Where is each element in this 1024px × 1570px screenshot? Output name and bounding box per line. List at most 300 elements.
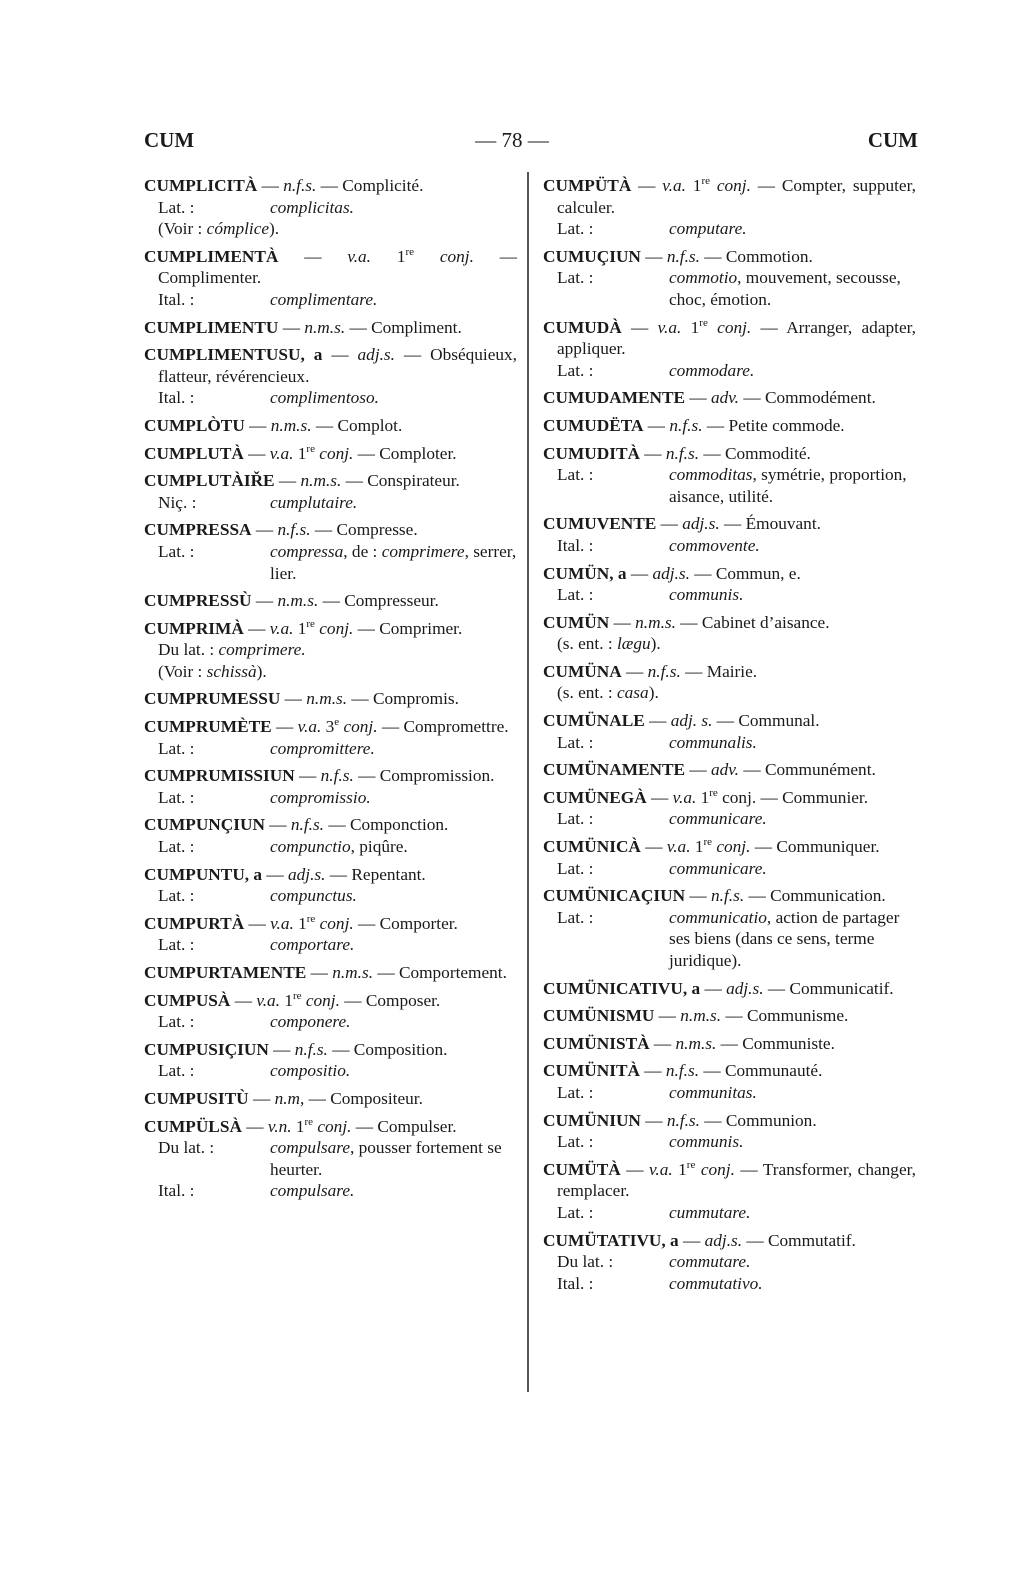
italic-text: commovente. <box>669 535 760 555</box>
text: — Communion. <box>699 1110 817 1130</box>
text: — <box>626 563 653 583</box>
italic-text: n.m.s. <box>300 471 342 491</box>
italic-text: v.a. <box>662 176 686 195</box>
text: — <box>631 176 663 195</box>
italic-text: conj. <box>319 443 354 463</box>
etymology-text <box>270 1060 517 1082</box>
headword: CUMPUNTU, a <box>144 864 263 884</box>
etymology-label: Ital. : <box>158 289 195 309</box>
etymology-text <box>270 934 517 956</box>
headword: CUMÜNALE <box>543 711 645 731</box>
etymology-line <box>144 1137 517 1180</box>
italic-text: v.a. <box>270 913 294 933</box>
headword: CUMUDËTA <box>543 415 644 435</box>
entry-definition <box>144 716 517 738</box>
italic-text: adj. s. <box>670 711 713 731</box>
text: , de : <box>343 541 382 561</box>
text: — <box>257 176 284 195</box>
dictionary-entry <box>543 978 916 1000</box>
text: — Compliment. <box>345 317 462 337</box>
page-number: — 78 — <box>475 128 549 152</box>
dictionary-entry <box>144 913 517 956</box>
text: — Compter, supputer, calculer. <box>557 176 916 217</box>
text <box>708 318 717 337</box>
italic-text: adj.s. <box>357 345 395 365</box>
italic-text: casa <box>617 683 649 703</box>
etymology-label: Lat. : <box>557 585 594 605</box>
entry-definition <box>144 864 517 886</box>
headword: CUMPURTAMENTE <box>144 963 307 982</box>
etymology-line <box>543 535 916 557</box>
etymology-line <box>543 360 916 382</box>
text: — <box>685 760 712 780</box>
entry-definition <box>144 317 517 339</box>
dictionary-entry <box>144 864 517 907</box>
dictionary-entry <box>144 443 517 465</box>
headword: CUMÜNITÀ <box>543 1061 640 1081</box>
text: — <box>294 766 321 786</box>
etymology-text <box>270 836 517 858</box>
headword: CUMPLICITÀ <box>144 176 258 195</box>
etymology-label: Lat. : <box>557 858 594 878</box>
headword: CUMPLIMENTÀ <box>144 246 279 266</box>
italic-text: n.m.s. <box>270 415 312 435</box>
entry-definition <box>144 519 517 541</box>
etymology-text <box>270 197 517 219</box>
italic-text: adj.s. <box>652 563 690 583</box>
text: — Comporter. <box>353 913 458 933</box>
text: — <box>268 1039 295 1059</box>
entry-definition <box>543 246 916 268</box>
etymology-line <box>144 289 517 311</box>
italic-text: conj. <box>716 837 751 857</box>
text: — <box>244 913 271 933</box>
dictionary-entry <box>144 990 517 1033</box>
text: — Communication. <box>744 886 886 906</box>
italic-text: communis. <box>669 1132 744 1152</box>
text <box>414 247 440 266</box>
etymology-label: Lat. : <box>557 268 594 288</box>
dictionary-entry <box>144 175 517 240</box>
etymology-text <box>669 808 916 830</box>
headword: CUMPLÒTU <box>144 415 245 435</box>
dictionary-entry <box>543 317 916 382</box>
etymology-line <box>144 836 517 858</box>
etymology-line <box>144 738 517 760</box>
etymology-label: Lat. : <box>557 1082 594 1102</box>
text: 1 <box>672 1159 687 1179</box>
column-divider <box>527 172 529 1392</box>
italic-text: adv. <box>711 760 740 780</box>
italic-text: compromittere. <box>270 738 375 758</box>
text: — <box>230 990 257 1010</box>
text: — Comploter. <box>353 443 457 463</box>
italic-text: schissà <box>206 661 257 681</box>
italic-text: conj. <box>343 717 378 737</box>
text: — Commodité. <box>699 443 811 463</box>
italic-text: compulsare <box>270 1138 350 1158</box>
text: — Petite commode. <box>702 415 845 435</box>
entry-definition <box>144 415 517 437</box>
entry-definition <box>543 563 916 585</box>
etymology-text <box>270 1137 517 1180</box>
entry-note <box>543 633 916 655</box>
text: — <box>251 591 278 611</box>
etymology-label: Lat. : <box>158 837 195 857</box>
etymology-line <box>144 885 517 907</box>
text: — Complimenter. <box>158 246 518 288</box>
text: — <box>685 388 712 408</box>
italic-text: communicare. <box>669 809 767 829</box>
entry-definition <box>543 387 916 409</box>
entry-definition <box>144 1116 517 1138</box>
italic-text: v.n. <box>267 1116 292 1136</box>
dictionary-entry <box>543 1159 916 1224</box>
dictionary-entry <box>543 759 916 781</box>
text: 1 <box>293 443 307 463</box>
entry-definition <box>543 513 916 535</box>
text: — Conspirateur. <box>341 471 460 491</box>
etymology-text <box>270 289 517 311</box>
etymology-line <box>144 1060 517 1082</box>
entry-definition <box>144 618 517 640</box>
entry-definition <box>144 765 517 787</box>
text: — <box>640 837 667 857</box>
etymology-text <box>669 1251 916 1273</box>
entry-definition <box>543 1005 916 1027</box>
etymology-text <box>270 738 517 760</box>
italic-text: communalis. <box>669 732 757 752</box>
text: — Compromission. <box>353 766 495 786</box>
etymology-text <box>669 858 916 880</box>
etymology-line <box>543 267 916 310</box>
etymology-line <box>543 907 916 972</box>
entry-note <box>144 661 517 683</box>
text: — Communauté. <box>699 1061 823 1081</box>
text: — <box>700 978 727 998</box>
text: — Complicité. <box>316 176 424 195</box>
text: , piqûre. <box>350 837 408 857</box>
etymology-text <box>669 907 916 972</box>
entry-definition <box>543 1159 916 1202</box>
entry-definition <box>543 710 916 732</box>
italic-text: comprimere. <box>218 640 306 660</box>
etymology-text <box>270 387 517 409</box>
entry-definition <box>543 612 916 634</box>
text: — Transformer, changer, remplacer. <box>557 1159 916 1201</box>
text: — <box>678 1230 705 1250</box>
text: , mouvement, secousse, choc, émotion. <box>669 268 901 309</box>
etymology-line <box>144 934 517 956</box>
dictionary-entry <box>144 1088 517 1110</box>
headword: CUMPLIMENTU <box>144 317 279 337</box>
italic-text: n.m.s. <box>277 591 319 611</box>
headword: CUMPÜTÀ <box>543 176 632 195</box>
etymology-label: Lat. : <box>557 219 594 239</box>
dictionary-entry <box>543 1230 916 1295</box>
etymology-label: Niç. : <box>158 492 197 512</box>
headword: CUMPRESSÙ <box>144 591 252 611</box>
etymology-label: Lat. : <box>557 1132 594 1152</box>
dictionary-entry <box>543 1060 916 1103</box>
superscript: re <box>686 1158 696 1171</box>
italic-text: cummutare. <box>669 1202 751 1222</box>
etymology-line <box>543 1202 916 1224</box>
dictionary-entry <box>144 1039 517 1082</box>
etymology-text <box>669 1131 916 1153</box>
text: — Comprimer. <box>353 618 463 638</box>
text: — <box>644 711 671 731</box>
text: — Comportement. <box>373 963 507 982</box>
italic-text: n.m.s. <box>680 1006 722 1026</box>
text: (Voir : <box>158 661 207 681</box>
italic-text: cumplutaire. <box>270 492 358 512</box>
italic-text: n.f.s. <box>669 415 703 435</box>
text: (s. ent. : <box>557 634 617 654</box>
text: — Compositeur. <box>304 1088 423 1108</box>
text: 1 <box>280 990 293 1010</box>
italic-text: n.f.s. <box>294 1039 328 1059</box>
italic-text: conj. <box>319 913 354 933</box>
headword: CUMUÇIUN <box>543 246 641 266</box>
text: — <box>643 415 670 435</box>
italic-text: comprimere <box>381 541 465 561</box>
text: — Cabinet d’aisance. <box>675 612 830 632</box>
etymology-label: Ital. : <box>158 388 195 408</box>
headword: CUMPRIMÀ <box>144 618 244 638</box>
text: — Émouvant. <box>719 514 821 534</box>
text: , serrer, lier. <box>270 541 517 583</box>
headword: CUMPLIMENTUSU, a <box>144 345 323 365</box>
text: ). <box>269 219 280 239</box>
text: — <box>609 612 636 632</box>
etymology-label: Ital. : <box>557 535 594 555</box>
italic-text: conj. <box>319 618 354 638</box>
italic-text: n.m.s. <box>635 612 676 632</box>
headword: CUMPURTÀ <box>144 913 245 933</box>
etymology-label: Du lat. : <box>557 1252 614 1272</box>
text: ). <box>650 634 661 654</box>
dictionary-entry <box>144 317 517 339</box>
etymology-text <box>669 732 916 754</box>
text: — <box>685 886 712 906</box>
etymology-line <box>543 1273 916 1295</box>
text: — <box>264 815 291 835</box>
entry-definition <box>543 175 916 218</box>
headword: CUMUDAMENTE <box>543 388 686 408</box>
etymology-label: Du lat. : <box>158 1138 215 1158</box>
etymology-text <box>669 218 916 240</box>
dictionary-entry <box>144 688 517 710</box>
etymology-line <box>543 1131 916 1153</box>
dictionary-entry <box>543 1110 916 1153</box>
headword: CUMÜNISMU <box>543 1006 655 1026</box>
etymology-text <box>270 492 517 514</box>
text: — Commutatif. <box>742 1230 856 1250</box>
etymology-text <box>669 1202 916 1224</box>
etymology-text <box>669 1273 916 1295</box>
entry-definition <box>144 470 517 492</box>
dictionary-entry <box>543 563 916 606</box>
text: , action de partager ses biens (dans ce sens, terme juridique). <box>669 907 900 970</box>
text: — Compulser. <box>351 1116 457 1136</box>
entry-definition <box>543 759 916 781</box>
italic-text: n.f.s. <box>290 815 325 835</box>
headword: CUMÜNIUN <box>543 1110 641 1130</box>
text: — <box>278 317 305 337</box>
text: (Voir : <box>158 219 207 239</box>
text: — Complot. <box>311 415 403 435</box>
italic-text: communicatio <box>669 907 767 927</box>
text: — Mairie. <box>680 661 758 681</box>
headword: CUMÜNISTÀ <box>543 1033 650 1053</box>
etymology-label: Ital. : <box>158 1181 195 1201</box>
text: 3 <box>321 717 335 737</box>
text: — Communiste. <box>716 1033 835 1053</box>
text: ). <box>648 683 659 703</box>
italic-text: communis. <box>669 585 744 605</box>
dictionary-entry <box>543 661 916 704</box>
text <box>710 176 717 195</box>
dictionary-entry <box>144 344 517 409</box>
italic-text: conj. <box>700 1159 735 1179</box>
etymology-label: Lat. : <box>557 907 594 927</box>
headword: CUMÜNICAÇIUN <box>543 886 686 906</box>
text: , symétrie, proportion, aisance, utilité. <box>669 465 907 506</box>
italic-text: v.a. <box>347 246 371 266</box>
etymology-label: Lat. : <box>557 465 594 485</box>
entry-definition <box>144 1088 517 1110</box>
entry-definition <box>543 836 916 858</box>
headword: CUMUVENTE <box>543 514 657 534</box>
italic-text: n.f.s. <box>666 246 700 266</box>
dictionary-entry <box>144 415 517 437</box>
etymology-label: Lat. : <box>158 197 195 217</box>
italic-text: compositio. <box>270 1061 351 1081</box>
entry-definition <box>543 415 916 437</box>
headword: CUMPLUTÀ <box>144 443 244 463</box>
etymology-text <box>669 584 916 606</box>
text: — <box>639 1061 666 1081</box>
text: — <box>248 1088 275 1108</box>
text: — <box>241 1116 268 1136</box>
dictionary-entry <box>144 246 517 311</box>
headword: CUMPLUTÀIŘE <box>144 471 275 491</box>
text: — <box>244 415 271 435</box>
etymology-line <box>543 218 916 240</box>
dictionary-entry <box>144 1116 517 1202</box>
italic-text: v.a. <box>256 990 280 1010</box>
etymology-label: Lat. : <box>557 1202 594 1222</box>
entry-definition <box>144 590 517 612</box>
text: — <box>640 246 667 266</box>
text: 1 <box>690 837 704 857</box>
entry-definition <box>144 1039 517 1061</box>
text: — Repentant. <box>325 864 426 884</box>
italic-text: n.f.s. <box>665 1061 700 1081</box>
dictionary-entry <box>144 765 517 808</box>
italic-text: v.a. <box>649 1159 673 1179</box>
text: — Communisme. <box>721 1006 849 1026</box>
text: — <box>649 1033 676 1053</box>
running-head-left: CUM <box>144 128 195 152</box>
etymology-text <box>669 1082 916 1104</box>
italic-text: conj. <box>717 317 752 337</box>
entry-definition <box>543 661 916 683</box>
etymology-text <box>669 464 916 507</box>
etymology-line <box>543 732 916 754</box>
italic-text: comportare. <box>270 935 355 955</box>
text: — <box>621 317 658 337</box>
dictionary-entry <box>543 443 916 508</box>
headword: CUMPRUMISSIUN <box>144 766 295 786</box>
text: — Composer. <box>339 990 441 1010</box>
dictionary-entry <box>543 513 916 556</box>
superscript: e <box>334 716 340 729</box>
entry-definition <box>543 978 916 1000</box>
entry-note <box>543 682 916 704</box>
headword: CUMUDÀ <box>543 317 622 337</box>
italic-text: communicare. <box>669 858 767 878</box>
italic-text: conj. <box>305 990 340 1010</box>
text: — <box>639 443 666 463</box>
left-column <box>144 175 517 1208</box>
headword: CUMÜTÀ <box>543 1159 621 1179</box>
italic-text: adj.s. <box>288 864 326 884</box>
dictionary-entry <box>543 612 916 655</box>
headword: CUMPUSITÙ <box>144 1088 249 1108</box>
italic-text: n.m.s. <box>332 963 374 982</box>
text: — Componction. <box>324 815 449 835</box>
italic-text: cómplice <box>206 219 270 239</box>
italic-text: conj. <box>439 246 474 266</box>
etymology-line <box>144 492 517 514</box>
dictionary-entry <box>543 415 916 437</box>
italic-text: v.a. <box>657 317 682 337</box>
text: ). <box>256 661 267 681</box>
headword: CUMPUSÀ <box>144 990 231 1010</box>
text: — Commodément. <box>739 388 876 408</box>
headword: CUMÜNICATIVU, a <box>543 978 701 998</box>
etymology-label: Lat. : <box>158 886 195 906</box>
dictionary-entry <box>543 387 916 409</box>
italic-text: conj. <box>716 176 751 195</box>
text: 1 <box>371 246 406 266</box>
headword: CUMÜNA <box>543 661 622 681</box>
etymology-text <box>669 360 916 382</box>
text: 1 <box>696 787 710 807</box>
headword: CUMPÜLSÀ <box>144 1116 242 1136</box>
dictionary-entry <box>144 519 517 584</box>
italic-text: n.m.s. <box>304 317 346 337</box>
etymology-line <box>543 464 916 507</box>
italic-text: v.a. <box>269 618 294 638</box>
entry-definition <box>144 913 517 935</box>
etymology-line <box>144 387 517 409</box>
entry-definition <box>144 344 517 387</box>
text: — <box>656 514 683 534</box>
entry-definition <box>543 1033 916 1055</box>
etymology-text <box>270 541 517 584</box>
entry-definition <box>144 443 517 465</box>
running-head-right: CUM <box>867 128 918 152</box>
text: — Compresse. <box>310 520 418 540</box>
dictionary-entry <box>543 246 916 311</box>
etymology-line <box>144 541 517 584</box>
etymology-line <box>144 1011 517 1033</box>
italic-text: componere. <box>270 1012 351 1032</box>
superscript: re <box>306 913 316 926</box>
